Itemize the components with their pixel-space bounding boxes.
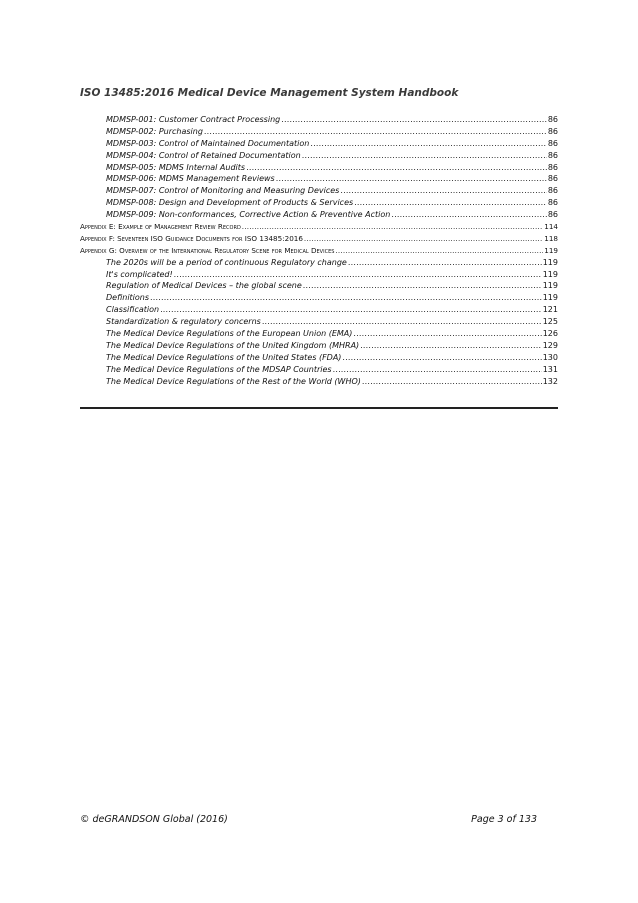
toc-entry[interactable] [80, 353, 558, 365]
toc-entry-title: Appendix G: Overview of the International Regulatory Scene for Medical Devices [80, 245, 335, 255]
toc-dot-leader [160, 305, 542, 314]
running-header: ISO 13485:2016 Medical Device Management System Handbook [80, 87, 459, 99]
toc-entry-title: MDMSP-008: Design and Development of Products & Services [106, 198, 354, 208]
toc-entry-title: The Medical Device Regulations of the European Union (EMA) [106, 329, 353, 339]
toc-dot-leader [342, 353, 541, 362]
toc-entry-page: 131 [542, 364, 558, 374]
toc-entry[interactable] [80, 210, 558, 222]
toc-dot-leader [340, 186, 546, 195]
toc-dot-leader [281, 115, 547, 124]
toc-entry-title: MDMSP-002: Purchasing [106, 126, 203, 136]
toc-entry-title: It's complicated! [106, 269, 173, 279]
toc-entry[interactable] [80, 234, 558, 246]
toc-entry-title: Definitions [106, 293, 150, 303]
toc-entry-page: 130 [542, 352, 558, 362]
toc-entry-title: The Medical Device Regulations of the United States (FDA) [106, 352, 342, 362]
toc-entry-title: Appendix F: Seventeen ISO Guidance Documents for ISO 13485:2016 [80, 233, 303, 243]
toc-entry-page: 86 [547, 186, 558, 196]
toc-dot-leader [276, 174, 547, 183]
toc-dot-leader [246, 163, 547, 172]
toc-dot-leader [362, 377, 542, 386]
toc-entry-page: 86 [547, 174, 558, 184]
toc-entry-title: MDMSP-001: Customer Contract Processing [106, 115, 281, 124]
toc-dot-leader [354, 198, 547, 207]
toc-entry[interactable] [80, 329, 558, 341]
toc-entry-page: 86 [547, 162, 558, 172]
toc-entry-title: The Medical Device Regulations of the Rest of the World (WHO) [106, 376, 361, 386]
toc-entry-page: 119 [542, 257, 558, 267]
toc-entry[interactable] [80, 270, 558, 282]
toc-entry[interactable] [80, 163, 558, 175]
toc-entry-title: MDMSP-005: MDMS Internal Audits [106, 162, 246, 172]
toc-dot-leader [391, 210, 546, 219]
toc-dot-leader [304, 234, 543, 243]
toc-entry[interactable] [80, 377, 558, 389]
toc-entry[interactable] [80, 317, 558, 329]
toc-entry[interactable] [80, 174, 558, 186]
toc-entry-page: 86 [547, 198, 558, 208]
toc-dot-leader [303, 281, 542, 290]
footer-copyright: © deGRANDSON Global (2016) [80, 814, 228, 825]
toc-dot-leader [348, 258, 542, 267]
toc-dot-leader [360, 341, 542, 350]
toc-entry[interactable] [80, 341, 558, 353]
toc-entry-title: Classification [106, 305, 160, 315]
toc-dot-leader [174, 270, 542, 279]
toc-entry-page: 119 [542, 281, 558, 291]
toc-entry[interactable] [80, 151, 558, 163]
toc-entry[interactable] [80, 258, 558, 270]
toc-entry-page: 86 [547, 210, 558, 220]
toc-entry-page: 118 [544, 233, 558, 243]
toc-dot-leader [150, 293, 542, 302]
table-of-contents [80, 115, 558, 388]
toc-entry-title: Regulation of Medical Devices – the global scene [106, 281, 302, 291]
toc-entry-page: 86 [547, 115, 558, 124]
toc-entry-title: Appendix E: Example of Management Review Record [80, 222, 241, 232]
toc-entry-page: 119 [544, 245, 558, 255]
toc-entry[interactable] [80, 127, 558, 139]
toc-dot-leader [335, 246, 543, 255]
toc-entry-page: 119 [542, 293, 558, 303]
toc-entry-page: 129 [542, 340, 558, 350]
toc-entry[interactable] [80, 139, 558, 151]
toc-entry-page: 132 [542, 376, 558, 386]
horizontal-rule [80, 407, 558, 409]
toc-entry-title: The 2020s will be a period of continuous Regulatory change [106, 257, 347, 267]
toc-entry[interactable] [80, 365, 558, 377]
footer-page-number: Page 3 of 133 [471, 814, 537, 825]
toc-entry-page: 86 [547, 150, 558, 160]
toc-entry[interactable] [80, 186, 558, 198]
toc-entry[interactable] [80, 293, 558, 305]
toc-entry[interactable] [80, 222, 558, 234]
toc-entry-page: 86 [547, 138, 558, 148]
toc-entry-page: 119 [542, 269, 558, 279]
toc-dot-leader [242, 222, 543, 231]
toc-dot-leader [333, 365, 542, 374]
toc-entry-title: MDMSP-004: Control of Retained Documentation [106, 150, 301, 160]
toc-entry-title: Standardization & regulatory concerns [106, 317, 261, 327]
toc-dot-leader [353, 329, 541, 338]
toc-entry[interactable] [80, 115, 558, 127]
toc-entry-page: 121 [542, 305, 558, 315]
toc-entry-title: MDMSP-007: Control of Monitoring and Measuring Devices [106, 186, 340, 196]
toc-entry-page: 125 [542, 317, 558, 327]
toc-entry[interactable] [80, 305, 558, 317]
toc-entry-page: 86 [547, 126, 558, 136]
toc-dot-leader [310, 139, 546, 148]
toc-entry[interactable] [80, 198, 558, 210]
toc-entry-title: MDMSP-006: MDMS Management Reviews [106, 174, 275, 184]
toc-entry-title: The Medical Device Regulations of the MDSAP Countries [106, 364, 332, 374]
toc-entry-title: MDMSP-009: Non-conformances, Corrective Action & Preventive Action [106, 210, 391, 220]
toc-entry-page: 114 [544, 222, 558, 232]
toc-dot-leader [204, 127, 547, 136]
toc-dot-leader [262, 317, 542, 326]
toc-entry[interactable] [80, 281, 558, 293]
toc-entry-title: The Medical Device Regulations of the United Kingdom (MHRA) [106, 340, 360, 350]
toc-entry-page: 126 [542, 329, 558, 339]
toc-entry[interactable] [80, 246, 558, 258]
toc-dot-leader [302, 151, 547, 160]
toc-entry-title: MDMSP-003: Control of Maintained Documentation [106, 138, 310, 148]
